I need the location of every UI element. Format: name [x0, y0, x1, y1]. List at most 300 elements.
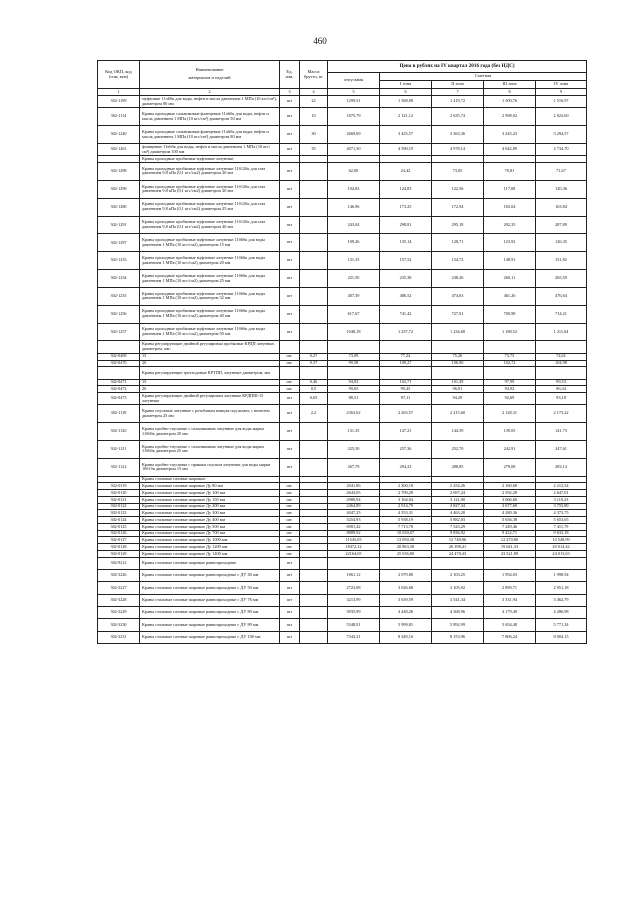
- row-wholesale-price: 146,96: [328, 198, 380, 216]
- row-name: Краны стальные газовые шаровые Ду 1400 мм: [140, 550, 280, 557]
- row-code: 302-9212: [98, 557, 140, 569]
- table-row: [98, 631, 587, 643]
- row-name: Краны проходные сальниковые фланцевые 11ч6бк для воды, нефти и масла давлением 1 МПа (10 кгс/см²) диаметром 50 мм: [140, 108, 280, 126]
- row-zone3-price: 102,72: [484, 360, 536, 367]
- row-wholesale-price: 7343,31: [328, 631, 380, 643]
- row-zone2-price: 5 882,03: [432, 517, 484, 524]
- row-zone4-price: 7 411,79: [536, 523, 587, 530]
- row-mass: [300, 550, 328, 557]
- row-zone3-price: 7 249,46: [484, 523, 536, 530]
- row-code: 302-0470: [98, 360, 140, 367]
- row-mass: [300, 270, 328, 288]
- row-name: Краны стальные газовые шаровые Ду 100 мм: [140, 490, 280, 497]
- row-zone4-price: [536, 341, 587, 353]
- col-number: 6: [380, 89, 432, 96]
- row-zone1-price: 486,52: [380, 287, 432, 305]
- row-zone3-price: [484, 367, 536, 379]
- table-row: [98, 180, 587, 198]
- table-row: [98, 126, 587, 144]
- row-code: 302-0471: [98, 379, 140, 386]
- row-zone2-price: 96,81: [432, 386, 484, 393]
- row-zone1-price: 4 448,26: [380, 606, 432, 618]
- row-mass: 0,65: [300, 393, 328, 405]
- row-wholesale-price: 225,50: [328, 441, 380, 459]
- row-unit: шт: [280, 557, 300, 569]
- row-wholesale-price: 11545,05: [328, 537, 380, 544]
- row-unit: шт.: [280, 517, 300, 524]
- row-zone1-price: 77,24: [380, 353, 432, 360]
- row-zone1-price: 99,45: [380, 386, 432, 393]
- row-zone2-price: 4 463,20: [432, 510, 484, 517]
- table-row: [98, 360, 587, 367]
- row-code: 302-3231: [98, 631, 140, 643]
- row-unit: шт: [280, 234, 300, 252]
- row-zone2-price: 4 368,96: [432, 606, 484, 618]
- row-mass: [300, 458, 328, 476]
- row-zone3-price: 92,69: [484, 393, 536, 405]
- row-wholesale-price: 8889,92: [328, 530, 380, 537]
- row-code: 302-0120: [98, 490, 140, 497]
- row-zone3-price: 2 998,02: [484, 108, 536, 126]
- row-zone2-price: 1 419,72: [432, 96, 484, 108]
- row-zone3-price: 3 331,94: [484, 594, 536, 606]
- row-name: 15: [140, 379, 280, 386]
- row-zone2-price: 8 153,96: [432, 631, 484, 643]
- row-zone2-price: 295,18: [432, 216, 484, 234]
- row-mass: [300, 544, 328, 551]
- row-code: [98, 156, 140, 163]
- row-zone1-price: 294,23: [380, 458, 432, 476]
- row-zone2-price: 3 105,92: [432, 582, 484, 594]
- row-unit: шт.: [280, 379, 300, 386]
- row-zone1-price: [380, 367, 432, 379]
- row-name: Краны пробно-спускные с сальниковым латунные для воды марки 11б6бк диаметром 20 мм: [140, 423, 280, 441]
- row-code: 302-0119: [98, 483, 140, 490]
- row-zone2-price: 2 697,24: [432, 490, 484, 497]
- row-code: 302-3227: [98, 582, 140, 594]
- code-column-header: Код ОКП, код (гпм, кем): [98, 61, 140, 89]
- row-unit: шт: [280, 252, 300, 270]
- mass-column-header: Масса брутто, кг: [300, 61, 328, 89]
- row-zone3-price: 292,35: [484, 216, 536, 234]
- row-zone2-price: 288,85: [432, 458, 484, 476]
- row-wholesale-price: [328, 341, 380, 353]
- row-code: [98, 367, 140, 379]
- row-code: 302-1291: [98, 216, 140, 234]
- row-code: 302-0127: [98, 537, 140, 544]
- row-unit: шт: [280, 423, 300, 441]
- row-zone4-price: 5 771,34: [536, 619, 587, 631]
- row-zone1-price: 2 709,29: [380, 490, 432, 497]
- row-zone2-price: [432, 156, 484, 163]
- row-zone3-price: 123,92: [484, 234, 536, 252]
- row-name: фланцевые 11ч6бк для воды, нефти и масла давлением 1 МПа (10 кгс/см²) диаметром 100 мм: [140, 143, 280, 155]
- row-zone4-price: [536, 476, 587, 483]
- row-zone2-price: 75,26: [432, 353, 484, 360]
- row-mass: 0,37: [300, 360, 328, 367]
- zone3-header: III зона: [484, 81, 536, 89]
- price-group-header: Цена в рублях на IV квартал 2016 года (без НДС): [328, 61, 587, 73]
- row-unit: шт.: [280, 530, 300, 537]
- row-zone1-price: 10 030,07: [380, 530, 432, 537]
- row-zone1-price: 173,25: [380, 198, 432, 216]
- row-mass: [300, 252, 328, 270]
- table-row: [98, 198, 587, 216]
- table-row: [98, 216, 587, 234]
- row-zone3-price: 2 899,71: [484, 582, 536, 594]
- row-mass: 35: [300, 143, 328, 155]
- row-code: 302-0123: [98, 510, 140, 517]
- row-unit: [280, 341, 300, 353]
- row-zone3-price: 9 422,71: [484, 530, 536, 537]
- row-mass: [300, 198, 328, 216]
- row-zone3-price: 2 592,28: [484, 490, 536, 497]
- row-code: 302-1234: [98, 270, 140, 288]
- row-name: Краны стальные газовые шаровые равнопроходные с ДУ 76 мм: [140, 594, 280, 606]
- row-name: Краны проходные пробковые муфтовые латунные 11б12бк для газа давлением 9,8 кПа (0,1 кгс/см2) диаметром 40 мм: [140, 216, 280, 234]
- row-code: [98, 476, 140, 483]
- row-zone3-price: 97,99: [484, 379, 536, 386]
- row-unit: шт.: [280, 550, 300, 557]
- zone1-header: I зона: [380, 81, 432, 89]
- table-row: [98, 234, 587, 252]
- row-code: [98, 341, 140, 353]
- row-unit: шт: [280, 143, 300, 155]
- row-unit: шт.: [280, 537, 300, 544]
- table-row: [98, 619, 587, 631]
- col-number: 5: [328, 89, 380, 96]
- col-number: 2: [140, 89, 280, 96]
- row-mass: [300, 234, 328, 252]
- row-mass: 10: [300, 108, 328, 126]
- row-mass: [300, 441, 328, 459]
- row-wholesale-price: 2980,94: [328, 496, 380, 503]
- row-mass: [300, 323, 328, 341]
- table-row: [98, 530, 587, 537]
- col-number: 1: [98, 89, 140, 96]
- row-zone4-price: 265,59: [536, 270, 587, 288]
- row-wholesale-price: 104,83: [328, 180, 380, 198]
- row-wholesale-price: 2464,89: [328, 503, 380, 510]
- row-zone2-price: 5 892,99: [432, 619, 484, 631]
- row-zone1-price: 7 713,78: [380, 523, 432, 530]
- row-code: 302-3226: [98, 570, 140, 582]
- row-wholesale-price: 2041,86: [328, 483, 380, 490]
- row-zone4-price: 2 212,54: [536, 483, 587, 490]
- row-code: 302-1298: [98, 163, 140, 181]
- row-wholesale-price: 5348,91: [328, 619, 380, 631]
- row-wholesale-price: 88,51: [328, 393, 380, 405]
- row-zone4-price: 3 294,57: [536, 126, 587, 144]
- row-zone4-price: 4 286,98: [536, 606, 587, 618]
- row-zone2-price: 128,71: [432, 234, 484, 252]
- row-zone3-price: 4 179,49: [484, 606, 536, 618]
- col-number: 8: [484, 89, 536, 96]
- row-zone1-price: 3 026,68: [380, 582, 432, 594]
- table-row: [98, 537, 587, 544]
- row-name: Краны проходные пробковые муфтовые латунные 11б12бк для газа давлением 9,8 кПа (0,1 кгс/см2) диаметром 20 мм: [140, 163, 280, 181]
- row-zone2-price: 9 836,92: [432, 530, 484, 537]
- row-name: Краны стальные газовые шаровые равнопроходные с ДУ 80 мм: [140, 606, 280, 618]
- row-zone3-price: 700,98: [484, 305, 536, 323]
- row-zone4-price: 2 951,18: [536, 582, 587, 594]
- row-mass: [300, 423, 328, 441]
- row-zone3-price: 1 954,03: [484, 570, 536, 582]
- row-code: 302-0469: [98, 353, 140, 360]
- table-row: [98, 544, 587, 551]
- row-name: Краны стальные газовые шаровые:: [140, 476, 280, 483]
- row-mass: [300, 631, 328, 643]
- row-code: 302-1233: [98, 252, 140, 270]
- row-unit: шт: [280, 287, 300, 305]
- row-mass: [300, 510, 328, 517]
- row-unit: шт: [280, 594, 300, 606]
- row-zone4-price: 4 373,75: [536, 510, 587, 517]
- row-zone1-price: 124,83: [380, 180, 432, 198]
- row-wholesale-price: 5254,93: [328, 517, 380, 524]
- row-zone3-price: 7 806,24: [484, 631, 536, 643]
- row-name: Краны спускные латунные с резьбовым концом под шланг, с нипелем диаметром 25 мм: [140, 405, 280, 423]
- row-name: Краны пробно-спускные с прямым спуском латунные для воды марки 10б1бк диаметром 15 мм: [140, 458, 280, 476]
- row-wholesale-price: 243,04: [328, 216, 380, 234]
- row-name: Краны стальные газовые шаровые равнопроходные с ДУ 40 мм: [140, 570, 280, 582]
- row-zone3-price: 94,92: [484, 386, 536, 393]
- row-name: Краны регулирующие трехходовые КРТПП, латунные диаметром, мм: [140, 367, 280, 379]
- row-zone4-price: 141,73: [536, 423, 587, 441]
- row-zone4-price: 3 110,23: [536, 496, 587, 503]
- row-name: Краны стальные газовые шаровые равнопроходные с ДУ 89 мм: [140, 619, 280, 631]
- row-zone2-price: [432, 557, 484, 569]
- row-code: 302-1299: [98, 180, 140, 198]
- row-zone4-price: 126,35: [536, 234, 587, 252]
- row-wholesale-price: 94,93: [328, 379, 380, 386]
- row-zone3-price: 19 641,33: [484, 544, 536, 551]
- row-zone1-price: 741,42: [380, 305, 432, 323]
- row-mass: [300, 523, 328, 530]
- row-name: Краны стальные газовые шаровые Ду 150 мм: [140, 496, 280, 503]
- row-zone1-price: 135,14: [380, 234, 432, 252]
- row-unit: шт: [280, 126, 300, 144]
- row-mass: 22: [300, 96, 328, 108]
- row-code: 302-0129: [98, 550, 140, 557]
- row-name: Краны регулирующие двойной регулировки латунные КРДПШ-15 латунные: [140, 393, 280, 405]
- row-zone2-price: 106,90: [432, 360, 484, 367]
- row-wholesale-price: 99,58: [328, 360, 380, 367]
- row-zone1-price: [380, 476, 432, 483]
- row-unit: шт: [280, 96, 300, 108]
- unit-column-header: Ед. изм.: [280, 61, 300, 89]
- row-mass: [300, 180, 328, 198]
- row-zone1-price: [380, 156, 432, 163]
- row-unit: шт: [280, 458, 300, 476]
- table-row: [98, 405, 587, 423]
- row-name: Краны стальные газовые шаровые равнопроходные с ДУ 100 мм: [140, 631, 280, 643]
- table-row: [98, 517, 587, 524]
- row-mass: [300, 537, 328, 544]
- table-row: [98, 510, 587, 517]
- row-zone3-price: 2 128,31: [484, 405, 536, 423]
- row-unit: шт: [280, 270, 300, 288]
- row-unit: шт: [280, 305, 300, 323]
- row-zone2-price: 20 398,41: [432, 544, 484, 551]
- row-code: 302-1257: [98, 323, 140, 341]
- row-zone2-price: 24 478,43: [432, 550, 484, 557]
- row-zone3-price: 12 270,80: [484, 537, 536, 544]
- row-zone1-price: 147,21: [380, 423, 432, 441]
- row-wholesale-price: [328, 156, 380, 163]
- row-zone1-price: 235,38: [380, 270, 432, 288]
- row-zone2-price: 12 748,96: [432, 537, 484, 544]
- row-name: Краны проходные пробковые муфтовые латунные: [140, 156, 280, 163]
- row-zone1-price: 8 349,16: [380, 631, 432, 643]
- row-name: 20: [140, 386, 280, 393]
- row-mass: [300, 483, 328, 490]
- row-zone1-price: 97,11: [380, 393, 432, 405]
- row-zone2-price: [432, 367, 484, 379]
- row-zone1-price: 4 590,19: [380, 143, 432, 155]
- row-code: 302-0125: [98, 523, 140, 530]
- row-zone2-price: 172,94: [432, 198, 484, 216]
- row-unit: шт: [280, 631, 300, 643]
- table-row: [98, 393, 587, 405]
- row-zone4-price: 287,89: [536, 216, 587, 234]
- row-unit: шт: [280, 163, 300, 181]
- table-row: [98, 270, 587, 288]
- row-code: 302-0472: [98, 386, 140, 393]
- row-zone2-price: 3 827,34: [432, 503, 484, 510]
- row-zone1-price: 24,42: [380, 163, 432, 181]
- table-row: [98, 441, 587, 459]
- row-zone2-price: 252,70: [432, 441, 484, 459]
- row-name: Краны регулирующие двойной регулировки пробковые КРДП латунные, диаметром, мм:: [140, 341, 280, 353]
- row-name: Краны стальные газовые шаровые Ду 1000 мм: [140, 537, 280, 544]
- table-row: [98, 594, 587, 606]
- row-zone4-price: 1 211,64: [536, 323, 587, 341]
- row-wholesale-price: 3935,99: [328, 606, 380, 618]
- row-zone4-price: 4 734,70: [536, 143, 587, 155]
- row-name: Краны проходные пробковые муфтовые латунные 11б6бк для воды давлением 1 МПа (10 кгс/см2) диаметром 15 мм: [140, 234, 280, 252]
- row-wholesale-price: 1861,12: [328, 570, 380, 582]
- row-zone3-price: 3 245,23: [484, 126, 536, 144]
- row-mass: [300, 496, 328, 503]
- row-unit: шт: [280, 570, 300, 582]
- row-mass: [300, 582, 328, 594]
- table-row: [98, 503, 587, 510]
- table-row: [98, 379, 587, 386]
- row-code: 302-3230: [98, 619, 140, 631]
- row-unit: шт.: [280, 490, 300, 497]
- row-mass: [300, 594, 328, 606]
- row-mass: [300, 367, 328, 379]
- row-zone2-price: 7 543,29: [432, 523, 484, 530]
- row-zone1-price: 2 079,88: [380, 570, 432, 582]
- row-mass: [300, 530, 328, 537]
- row-wholesale-price: 4047,25: [328, 510, 380, 517]
- row-zone1-price: [380, 341, 432, 353]
- row-unit: шт: [280, 441, 300, 459]
- row-zone3-price: 73,75: [484, 353, 536, 360]
- row-zone4-price: 8 004,15: [536, 631, 587, 643]
- row-code: 302-1261: [98, 143, 140, 155]
- row-wholesale-price: 617,67: [328, 305, 380, 323]
- row-wholesale-price: 2669,69: [328, 126, 380, 144]
- row-wholesale-price: 267,79: [328, 458, 380, 476]
- estimate-group-header: Сметная: [380, 73, 587, 81]
- row-mass: [300, 517, 328, 524]
- row-zone1-price: 4 553,31: [380, 510, 432, 517]
- row-zone1-price: 3 164,04: [380, 496, 432, 503]
- row-unit: шт: [280, 323, 300, 341]
- row-zone2-price: 4 978,14: [432, 143, 484, 155]
- row-mass: 30: [300, 126, 328, 144]
- row-zone1-price: 298,81: [380, 216, 432, 234]
- row-name: Краны пробно-спускные с сальниковым латунные для воды марки 11б6бк диаметром 25 мм: [140, 441, 280, 459]
- row-unit: шт: [280, 198, 300, 216]
- row-zone4-price: 2 647,01: [536, 490, 587, 497]
- row-code: 302-1118: [98, 405, 140, 423]
- row-zone2-price: 3 541,34: [432, 594, 484, 606]
- row-zone3-price: 260,11: [484, 270, 536, 288]
- row-zone1-price: 13 050,38: [380, 537, 432, 544]
- row-zone4-price: 151,82: [536, 252, 587, 270]
- row-name: Краны проходные пробковые муфтовые латунные 11б6бк для воды давлением 1 МПа (10 кгс/см2) диаметром 25 мм: [140, 270, 280, 288]
- row-zone2-price: 3 363,36: [432, 126, 484, 144]
- row-zone1-price: 2 300,18: [380, 483, 432, 490]
- row-wholesale-price: [328, 476, 380, 483]
- row-zone1-price: 1 237,72: [380, 323, 432, 341]
- row-zone1-price: 2 121,12: [380, 108, 432, 126]
- column-number-row: [98, 89, 587, 96]
- row-unit: шт.: [280, 360, 300, 367]
- row-zone4-price: 283,14: [536, 458, 587, 476]
- row-code: 302-1256: [98, 305, 140, 323]
- row-zone3-price: 279,08: [484, 458, 536, 476]
- row-zone3-price: 1 500,76: [484, 96, 536, 108]
- row-zone1-price: 5 999,81: [380, 619, 432, 631]
- row-zone3-price: 3 066,60: [484, 496, 536, 503]
- table-row: [98, 570, 587, 582]
- col-number: 9: [536, 89, 587, 96]
- row-zone4-price: 20 014,42: [536, 544, 587, 551]
- row-zone4-price: 74,61: [536, 353, 587, 360]
- row-zone3-price: 242,91: [484, 441, 536, 459]
- row-zone2-price: 154,72: [432, 252, 484, 270]
- row-name: Краны проходные пробковые муфтовые латунные 11б12бк для газа давлением 9,8 кПа (0,1 кгс/см2) диаметром 20 мм: [140, 180, 280, 198]
- row-zone1-price: 109,27: [380, 360, 432, 367]
- row-zone3-price: 23 521,89: [484, 550, 536, 557]
- row-unit: шт.: [280, 483, 300, 490]
- row-name: Краны проходные пробковые муфтовые латунные 11б6бк для воды давлением 1 МПа (10 кгс/см2) диаметром 50 мм: [140, 323, 280, 341]
- row-zone2-price: 3 121,00: [432, 496, 484, 503]
- row-mass: 2,2: [300, 405, 328, 423]
- row-zone4-price: [536, 156, 587, 163]
- row-code: 302-1122: [98, 458, 140, 476]
- table-row: [98, 367, 587, 379]
- col-number: 7: [432, 89, 484, 96]
- row-unit: [280, 476, 300, 483]
- row-zone1-price: 20 863,38: [380, 544, 432, 551]
- row-mass: [300, 570, 328, 582]
- row-zone2-price: 94,29: [432, 393, 484, 405]
- row-zone1-price: 2 265,57: [380, 405, 432, 423]
- row-zone4-price: 3 462,79: [536, 594, 587, 606]
- row-zone3-price: 4 642,89: [484, 143, 536, 155]
- row-zone4-price: 93,18: [536, 393, 587, 405]
- row-wholesale-price: 131,35: [328, 252, 380, 270]
- row-zone3-price: 4 280,36: [484, 510, 536, 517]
- table-row: [98, 483, 587, 490]
- row-zone4-price: 2 023,60: [536, 108, 587, 126]
